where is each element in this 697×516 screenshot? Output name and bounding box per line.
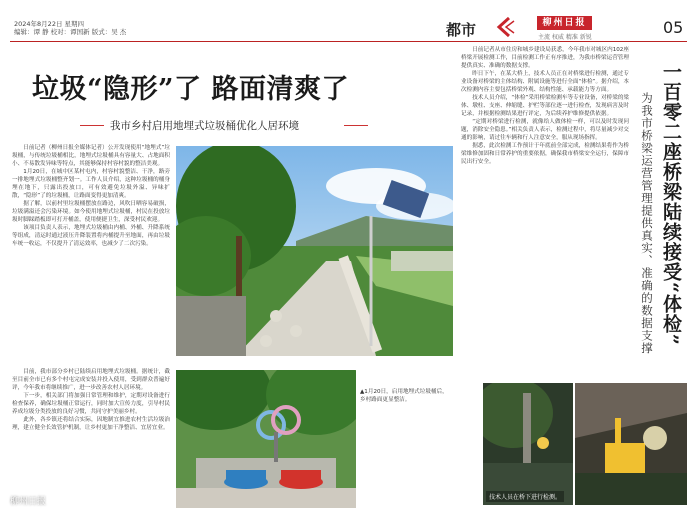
photo-side-caption: ▲1月20日，启用地埋式垃圾桶后，乡村路面更显整洁。 [360, 389, 448, 403]
bridge-subhead: 为我市桥梁运营管理提供真实、准确的数据支撑 [640, 92, 654, 355]
bins-photo-image [176, 370, 356, 508]
paragraph: 日前记者（柳州日报全媒体记者）公开发现使用“地埋式”垃圾桶，与传统垃圾桶相比，地埋式垃圾桶具有容量大、占地面积小、不易散发异味等特点，其能够保持村容村貌的整洁美观。 [12, 145, 170, 167]
section-title: 都市 [446, 21, 477, 39]
page-number: 05 [663, 18, 684, 37]
article-subhead: 我市乡村启用地埋式垃圾桶优化人居环境 [110, 120, 299, 132]
paragraph: 此外，各乡镇还将结合实际，因地制宜推进农村生活垃圾治理，建立健全长效管护机制，让乡村更加干净整洁、宜居宜业。 [12, 417, 170, 431]
bridge-photo-caption: 技术人员在桥下进行检测。 [486, 491, 564, 502]
bridge-article-text [461, 46, 629, 376]
paragraph: 日前记者从市住房和城乡建设局获悉，今年我市对城区内102座桥梁开展检测工作，目前检测工作正有序推进，为我市桥梁运营管理提供真实、准确的数据支撑。 [461, 47, 629, 69]
article-column-2 [12, 368, 170, 508]
paragraph: 昨日下午，在某大桥上，技术人员正在对桥梁进行检测，通过专业设备对桥梁的主体结构、附属设施等进行全面“体检”。据介绍，本次检测内容主要包括桥梁外观、结构性能、承载能力等方面。 [461, 71, 629, 93]
article-column-1 [12, 144, 170, 366]
road-photo [176, 146, 453, 356]
paragraph: 据悉，此次检测工作预计于年底前全部完成，检测结果将作为桥梁维修加固和日常养护的重要依据，确保我市桥梁安全运行，保障市民出行安全。 [461, 143, 629, 165]
article-headline: 垃圾“隐形”了 路面清爽了 [32, 74, 349, 105]
paragraph: 技术人员介绍，“体检”采用桥梁检测车等专业设备，对桥梁的梁体、墩柱、支座、伸缩缝、护栏等部位逐一进行检查，发现病害及时记录，并根据检测结果进行评定，为后续养护维修提供依据。 [461, 95, 629, 117]
issue-meta [14, 20, 174, 36]
paragraph: 据了解，以前村里垃圾桶摆放在路边，风吹日晒容易破损，垃圾满溢还会污染环境。如今使用地埋式垃圾桶，村民在投放垃圾时脚踩踏板即可打开桶盖，使用便捷卫生，深受村民欢迎。 [12, 201, 170, 223]
subhead-rule-right [344, 125, 368, 126]
bridge-headline: 一百零二座桥梁陆续接受“体检” [660, 62, 682, 346]
paragraph: “定期对桥梁进行检测，就像给人做体检一样，可以及时发现问题，消除安全隐患。”相关负责人表示，检测过程中，将尽量减少对交通的影响，请过往车辆和行人注意安全，服从现场指挥。 [461, 119, 629, 141]
issue-editors: 编辑：谭 静 校对：谭国新 版式：吴 杰 [14, 28, 127, 36]
paragraph: 下一步，相关部门将加强日常管理和维护，定期对设备进行检查保养，确保垃圾桶正常运行，同时加大宣传力度，引导村民养成垃圾分类投放的良好习惯，共同守护美丽乡村。 [12, 393, 170, 415]
bridge-photo-right [575, 383, 687, 505]
bridge-photo-left-image [483, 383, 573, 505]
bridge-photo-right-image [575, 383, 687, 505]
bins-photo [176, 370, 356, 508]
header-rule [10, 41, 687, 42]
issue-date: 2024年8月22日 星期四 [14, 20, 85, 28]
newspaper-tagline: 主流 权威 精准 新锐 [538, 34, 592, 41]
subhead-rule-left [80, 125, 104, 126]
chevron-left-icon [494, 16, 516, 38]
bridge-photo-left [483, 383, 573, 505]
paragraph: 目前，我市部分乡村已陆续启用地埋式垃圾桶。据统计，截至目前全市已有多个村屯完成安装并投入使用，受到群众普遍好评，今年我市将继续推广，进一步改善农村人居环境。 [12, 369, 170, 391]
paragraph: 该项目负责人表示，地埋式垃圾桶由内桶、外桶、升降系统等组成，清运时通过液压升降装置将内桶提升至地面，再由垃圾车统一收运，不仅提升了清运效率，也减少了二次污染。 [12, 225, 170, 247]
road-photo-image [176, 146, 453, 356]
paragraph: 1月20日，在城中区某村屯内，村容村貌整洁、干净，路旁一排地埋式垃圾桶整齐划一。工作人员介绍，这种垃圾桶的桶身埋在地下，只露出投放口，可有效避免垃圾外溢、异味扩散，“隐形”了的垃圾桶，让路面变得更加清爽。 [12, 169, 170, 199]
newspaper-logo: 柳州日报 [537, 16, 592, 30]
watermark: 柳州日报 [10, 497, 47, 507]
